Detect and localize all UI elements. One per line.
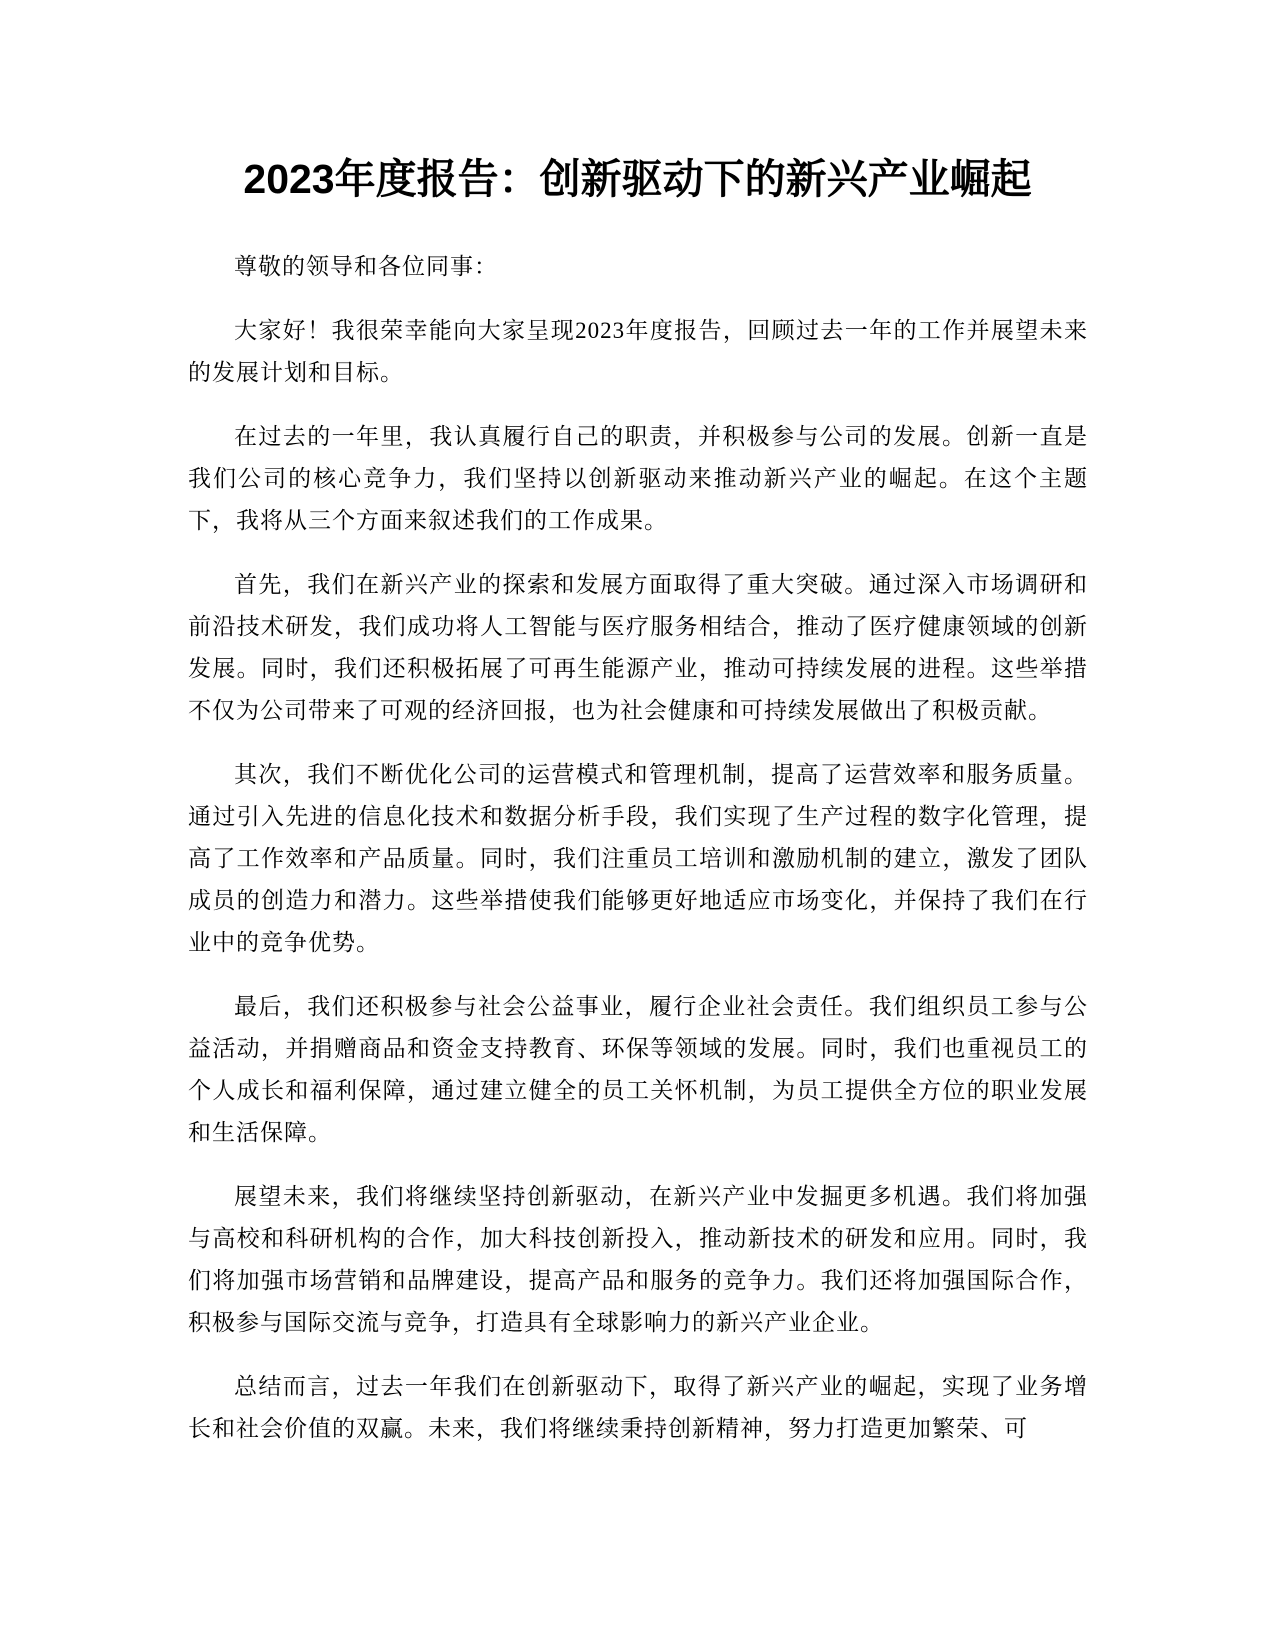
paragraph-greeting: 大家好！我很荣幸能向大家呈现2023年度报告，回顾过去一年的工作并展望未来的发展计划和目标。: [188, 318, 1088, 385]
paragraph-summary: 总结而言，过去一年我们在创新驱动下，取得了新兴产业的崛起，实现了业务增长和社会价值的双赢。未来，我们将继续秉持创新精神，努力打造更加繁荣、可: [188, 1374, 1088, 1441]
paragraph-salutation: 尊敬的领导和各位同事：: [234, 254, 498, 279]
paragraph-second-point: 其次，我们不断优化公司的运营模式和管理机制，提高了运营效率和服务质量。通过引入先进的信息化技术和数据分析手段，我们实现了生产过程的数字化管理，提高了工作效率和产品质量。同时，我们注重员工培训和激励机制的建立，激发了团队成员的创造力和潜力。这些举措使我们能够更好地适应市场变化，并保持了我们在行业中的竞争优势。: [188, 762, 1088, 955]
paragraph-outlook: 展望未来，我们将继续坚持创新驱动，在新兴产业中发掘更多机遇。我们将加强与高校和科研机构的合作，加大科技创新投入，推动新技术的研发和应用。同时，我们将加强市场营销和品牌建设，提高产品和服务的竞争力。我们还将加强国际合作，积极参与国际交流与竞争，打造具有全球影响力的新兴产业企业。: [188, 1184, 1088, 1335]
paragraph-introduction: 在过去的一年里，我认真履行自己的职责，并积极参与公司的发展。创新一直是我们公司的核心竞争力，我们坚持以创新驱动来推动新兴产业的崛起。在这个主题下，我将从三个方面来叙述我们的工作成果。: [188, 424, 1088, 533]
paragraph-first-point: 首先，我们在新兴产业的探索和发展方面取得了重大突破。通过深入市场调研和前沿技术研发，我们成功将人工智能与医疗服务相结合，推动了医疗健康领域的创新发展。同时，我们还积极拓展了可再生能源产业，推动可持续发展的进程。这些举措不仅为公司带来了可观的经济回报，也为社会健康和可持续发展做出了积极贡献。: [188, 572, 1088, 723]
document-title: 2023年度报告：创新驱动下的新兴产业崛起: [243, 156, 1032, 202]
paragraph-third-point: 最后，我们还积极参与社会公益事业，履行企业社会责任。我们组织员工参与公益活动，并捐赠商品和资金支持教育、环保等领域的发展。同时，我们也重视员工的个人成长和福利保障，通过建立健全的员工关怀机制，为员工提供全方位的职业发展和生活保障。: [188, 994, 1088, 1145]
document-body: [188, 246, 1088, 1450]
